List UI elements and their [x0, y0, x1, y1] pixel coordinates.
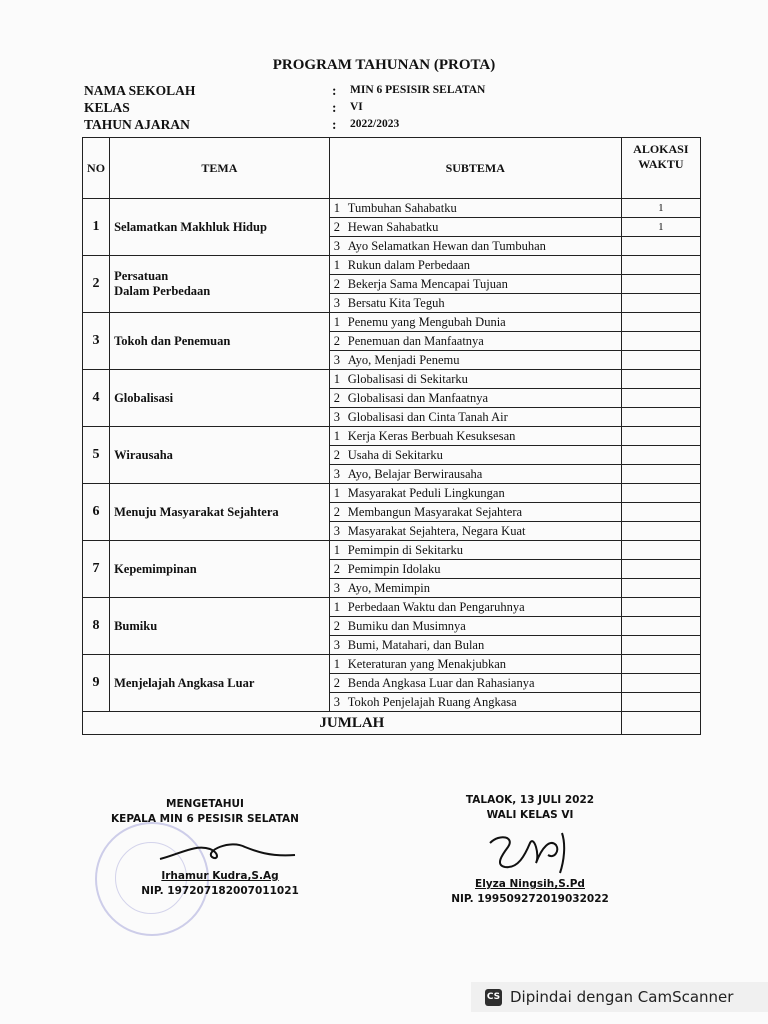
subtema-text: Ayo Selamatkan Hewan dan Tumbuhan [347, 238, 546, 253]
sign-right-line1: TALAOK, 13 JULI 2022 [465, 794, 595, 806]
subtema-text: Masyarakat Peduli Lingkungan [347, 485, 505, 500]
signature-block-right [430, 793, 630, 907]
subtema-text: Pemimpin Idolaku [347, 561, 441, 576]
subtema-number: 3 [333, 238, 341, 253]
sign-left-line1: MENGETAHUI [166, 798, 244, 810]
alokasi-cell [621, 332, 700, 351]
table-header-row [83, 138, 701, 199]
subtema-number: 1 [333, 656, 341, 671]
sign-right-line2: WALI KELAS VI [486, 809, 574, 821]
alokasi-cell [621, 351, 700, 370]
table-row [83, 655, 701, 674]
subtema-number: 3 [333, 466, 341, 481]
jumlah-total-cell [621, 712, 700, 735]
alokasi-cell [621, 674, 700, 693]
subtema-number: 2 [333, 618, 341, 633]
header-no: NO [83, 138, 110, 199]
subtema-cell [329, 313, 621, 332]
alokasi-cell [621, 237, 700, 256]
tema-name: Kepemimpinan [110, 541, 330, 598]
tema-number: 9 [83, 655, 110, 712]
subtema-text: Bekerja Sama Mencapai Tujuan [347, 276, 508, 291]
school-info-colon: : [332, 117, 337, 132]
subtema-number: 3 [333, 295, 341, 310]
alokasi-cell [621, 617, 700, 636]
alokasi-cell [621, 484, 700, 503]
alokasi-cell [621, 655, 700, 674]
subtema-text: Penemu yang Mengubah Dunia [347, 314, 506, 329]
sign-right-name: Elyza Ningsih,S.Pd [475, 878, 585, 890]
table-row [83, 541, 701, 560]
school-info-row [84, 116, 485, 133]
subtema-cell [329, 275, 621, 294]
alokasi-cell [621, 408, 700, 427]
subtema-cell [329, 256, 621, 275]
tema-name: Wirausaha [110, 427, 330, 484]
table-row [83, 256, 701, 275]
prota-table [82, 137, 701, 735]
table-row [83, 199, 701, 218]
tema-name-line1: Persatuan [114, 269, 169, 283]
tema-number: 4 [83, 370, 110, 427]
sign-right-nip: NIP. 199509272019032022 [451, 893, 609, 905]
signature-scribble-left [150, 829, 300, 869]
sign-left-line2: KEPALA MIN 6 PESISIR SELATAN [111, 813, 299, 825]
table-row [83, 484, 701, 503]
subtema-cell [329, 522, 621, 541]
alokasi-cell [621, 579, 700, 598]
subtema-text: Bersatu Kita Teguh [347, 295, 445, 310]
subtema-cell [329, 560, 621, 579]
header-tema: TEMA [110, 138, 330, 199]
subtema-number: 2 [333, 504, 341, 519]
subtema-cell [329, 237, 621, 256]
subtema-text: Tokoh Penjelajah Ruang Angkasa [347, 694, 517, 709]
subtema-number: 1 [333, 371, 341, 386]
alokasi-cell [621, 427, 700, 446]
tema-number: 5 [83, 427, 110, 484]
subtema-text: Globalisasi di Sekitarku [347, 371, 468, 386]
tema-name: Menuju Masyarakat Sejahtera [110, 484, 330, 541]
alokasi-cell [621, 446, 700, 465]
subtema-number: 3 [333, 694, 341, 709]
table-row [83, 427, 701, 446]
tema-name: Bumiku [110, 598, 330, 655]
tema-number: 1 [83, 199, 110, 256]
school-info-value: 2022/2023 [350, 118, 400, 130]
subtema-number: 1 [333, 599, 341, 614]
subtema-number: 1 [333, 428, 341, 443]
signature-block-left [110, 797, 300, 899]
alokasi-cell [621, 256, 700, 275]
subtema-cell [329, 294, 621, 313]
alokasi-cell [621, 636, 700, 655]
subtema-number: 2 [333, 390, 341, 405]
subtema-cell [329, 655, 621, 674]
subtema-number: 2 [333, 447, 341, 462]
subtema-number: 3 [333, 409, 341, 424]
alokasi-cell [621, 693, 700, 712]
header-alokasi [621, 138, 700, 199]
subtema-text: Penemuan dan Manfaatnya [347, 333, 484, 348]
subtema-text: Perbedaan Waktu dan Pengaruhnya [347, 599, 525, 614]
school-info-label: TAHUN AJARAN [84, 117, 190, 132]
subtema-number: 1 [333, 485, 341, 500]
subtema-cell [329, 389, 621, 408]
alokasi-cell [621, 560, 700, 579]
alokasi-cell [621, 370, 700, 389]
subtema-number: 1 [333, 257, 341, 272]
school-info-value: VI [350, 101, 363, 113]
subtema-number: 1 [333, 542, 341, 557]
subtema-number: 3 [333, 580, 341, 595]
table-row [83, 370, 701, 389]
subtema-number: 2 [333, 333, 341, 348]
subtema-number: 2 [333, 219, 341, 234]
subtema-text: Benda Angkasa Luar dan Rahasianya [347, 675, 535, 690]
subtema-cell [329, 427, 621, 446]
subtema-cell [329, 579, 621, 598]
subtema-text: Ayo, Belajar Berwirausaha [347, 466, 483, 481]
subtema-cell [329, 541, 621, 560]
subtema-text: Bumiku dan Musimnya [347, 618, 466, 633]
jumlah-row [83, 712, 701, 735]
subtema-number: 3 [333, 637, 341, 652]
subtema-text: Rukun dalam Perbedaan [347, 257, 470, 272]
alokasi-cell: 1 [621, 218, 700, 237]
subtema-cell [329, 617, 621, 636]
alokasi-cell: 1 [621, 199, 700, 218]
subtema-text: Tumbuhan Sahabatku [347, 200, 457, 215]
alokasi-cell [621, 503, 700, 522]
alokasi-cell [621, 313, 700, 332]
tema-number: 7 [83, 541, 110, 598]
tema-name [110, 256, 330, 313]
subtema-cell [329, 465, 621, 484]
subtema-cell [329, 332, 621, 351]
subtema-cell [329, 408, 621, 427]
tema-number: 8 [83, 598, 110, 655]
subtema-number: 1 [333, 200, 341, 215]
subtema-cell [329, 218, 621, 237]
page-title: PROGRAM TAHUNAN (PROTA) [272, 57, 496, 73]
subtema-text: Globalisasi dan Cinta Tanah Air [347, 409, 508, 424]
subtema-number: 2 [333, 561, 341, 576]
header-alokasi-line1: ALOKASI [633, 142, 689, 156]
school-info-value: MIN 6 PESISIR SELATAN [350, 84, 486, 96]
subtema-text: Globalisasi dan Manfaatnya [347, 390, 489, 405]
subtema-text: Membangun Masyarakat Sejahtera [347, 504, 523, 519]
camscanner-text: Dipindai dengan CamScanner [510, 988, 734, 1006]
subtema-cell [329, 199, 621, 218]
alokasi-cell [621, 294, 700, 313]
subtema-cell [329, 446, 621, 465]
tema-name: Tokoh dan Penemuan [110, 313, 330, 370]
subtema-number: 1 [333, 314, 341, 329]
subtema-text: Ayo, Menjadi Penemu [347, 352, 460, 367]
tema-number: 3 [83, 313, 110, 370]
school-info-label: KELAS [84, 100, 130, 115]
subtema-cell [329, 503, 621, 522]
school-info-row [84, 99, 485, 116]
tema-number: 6 [83, 484, 110, 541]
signature-scribble-right [470, 825, 590, 877]
subtema-cell [329, 636, 621, 655]
subtema-cell [329, 674, 621, 693]
subtema-number: 3 [333, 352, 341, 367]
camscanner-watermark [471, 982, 768, 1012]
alokasi-cell [621, 598, 700, 617]
tema-name-line2: Dalam Perbedaan [114, 284, 211, 298]
subtema-cell [329, 484, 621, 503]
school-info-row [84, 82, 485, 99]
subtema-cell [329, 598, 621, 617]
jumlah-label: JUMLAH [83, 712, 622, 735]
subtema-text: Usaha di Sekitarku [347, 447, 443, 462]
subtema-number: 2 [333, 276, 341, 291]
subtema-text: Masyarakat Sejahtera, Negara Kuat [347, 523, 526, 538]
alokasi-cell [621, 389, 700, 408]
header-subtema: SUBTEMA [329, 138, 621, 199]
alokasi-cell [621, 541, 700, 560]
subtema-cell [329, 370, 621, 389]
table-row [83, 313, 701, 332]
subtema-text: Bumi, Matahari, dan Bulan [347, 637, 485, 652]
sign-left-nip: NIP. 197207182007011021 [141, 885, 299, 897]
alokasi-cell [621, 465, 700, 484]
table-row [83, 598, 701, 617]
subtema-text: Pemimpin di Sekitarku [347, 542, 464, 557]
tema-number: 2 [83, 256, 110, 313]
school-info [84, 82, 485, 133]
subtema-cell [329, 351, 621, 370]
subtema-cell [329, 693, 621, 712]
alokasi-cell [621, 275, 700, 294]
subtema-text: Hewan Sahabatku [347, 219, 439, 234]
subtema-text: Keteraturan yang Menakjubkan [347, 656, 507, 671]
camscanner-logo-icon: CS [485, 989, 502, 1006]
tema-name: Menjelajah Angkasa Luar [110, 655, 330, 712]
sign-left-name: Irhamur Kudra,S.Ag [161, 870, 279, 882]
school-info-colon: : [332, 83, 337, 98]
tema-name: Globalisasi [110, 370, 330, 427]
school-info-label: NAMA SEKOLAH [84, 83, 196, 98]
subtema-number: 2 [333, 675, 341, 690]
subtema-text: Kerja Keras Berbuah Kesuksesan [347, 428, 516, 443]
subtema-text: Ayo, Memimpin [347, 580, 430, 595]
header-alokasi-line2: WAKTU [638, 157, 684, 171]
alokasi-cell [621, 522, 700, 541]
subtema-number: 3 [333, 523, 341, 538]
school-info-colon: : [332, 100, 337, 115]
tema-name: Selamatkan Makhluk Hidup [110, 199, 330, 256]
